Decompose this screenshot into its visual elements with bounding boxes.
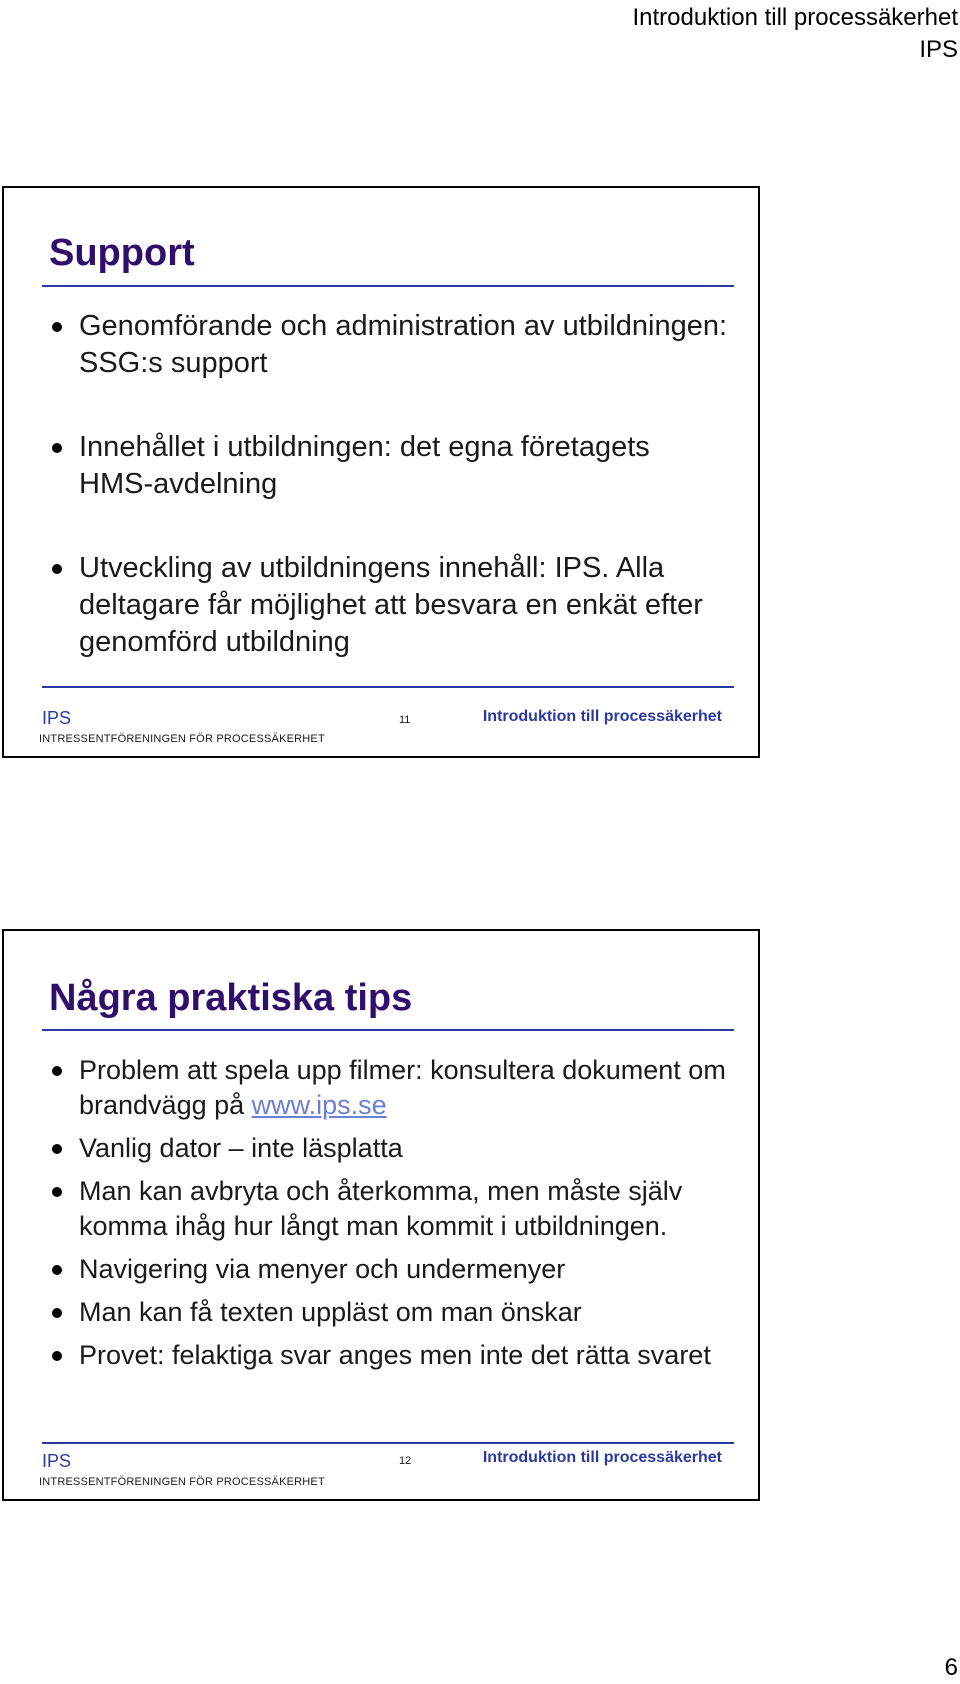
list-item: Problem att spela upp filmer: konsultera dokument om brandvägg på www.ips.se (49, 1053, 728, 1123)
bullet-icon (52, 1144, 62, 1154)
list-item: Vanlig dator – inte läsplatta (49, 1131, 728, 1166)
footer-divider (42, 686, 734, 688)
slide-title: Några praktiska tips (49, 977, 413, 1019)
page-header-ips: IPS (919, 36, 958, 63)
footer-organization: INTRESSENTFÖRENINGEN FÖR PROCESSÄKERHET (39, 1476, 325, 1488)
footer-ips-logo: IPS (42, 1451, 72, 1471)
list-item: Genomförande och administration av utbildningen: SSG:s support (49, 308, 728, 382)
slide-number: 11 (399, 714, 411, 726)
slide-11 (2, 186, 760, 758)
bullet-list (49, 1053, 728, 1381)
page-header-course: Introduktion till processäkerhet (632, 4, 958, 31)
list-item: Provet: felaktiga svar anges men inte det rätta svaret (49, 1338, 728, 1373)
slide-title: Support (49, 232, 195, 274)
footer-course-title: Introduktion till processäkerhet (482, 708, 722, 725)
page-header (633, 2, 959, 66)
footer-ips-logo: IPS (42, 708, 72, 728)
footer-course-title: Introduktion till processäkerhet (482, 1449, 722, 1466)
bullet-icon (52, 1308, 62, 1318)
bullet-icon (52, 1187, 62, 1197)
list-item: Innehållet i utbildningen: det egna företagets HMS-avdelning (49, 429, 728, 503)
slide-12 (2, 929, 760, 1501)
list-item: Man kan få texten uppläst om man önskar (49, 1295, 728, 1330)
title-divider (42, 285, 734, 287)
list-item: Man kan avbryta och återkomma, men måste själv komma ihåg hur långt man kommit i utbildningen. (49, 1174, 728, 1244)
page-number: 6 (944, 1654, 958, 1681)
list-item: Utveckling av utbildningens innehåll: IPS. Alla deltagare får möjlighet att besvara en enkät efter genomförd utbildning (49, 550, 728, 661)
ips-website-link[interactable]: www.ips.se (251, 1090, 387, 1120)
footer-organization: INTRESSENTFÖRENINGEN FÖR PROCESSÄKERHET (39, 733, 325, 745)
title-divider (42, 1029, 734, 1031)
bullet-icon (52, 1066, 62, 1076)
bullet-list (49, 308, 728, 708)
bullet-icon (52, 1351, 62, 1361)
slide-number: 12 (399, 1455, 412, 1467)
footer-divider (42, 1442, 734, 1444)
bullet-icon (52, 564, 62, 574)
bullet-icon (52, 1265, 62, 1275)
bullet-icon (52, 322, 62, 332)
bullet-icon (52, 443, 62, 453)
list-item: Navigering via menyer och undermenyer (49, 1252, 728, 1287)
